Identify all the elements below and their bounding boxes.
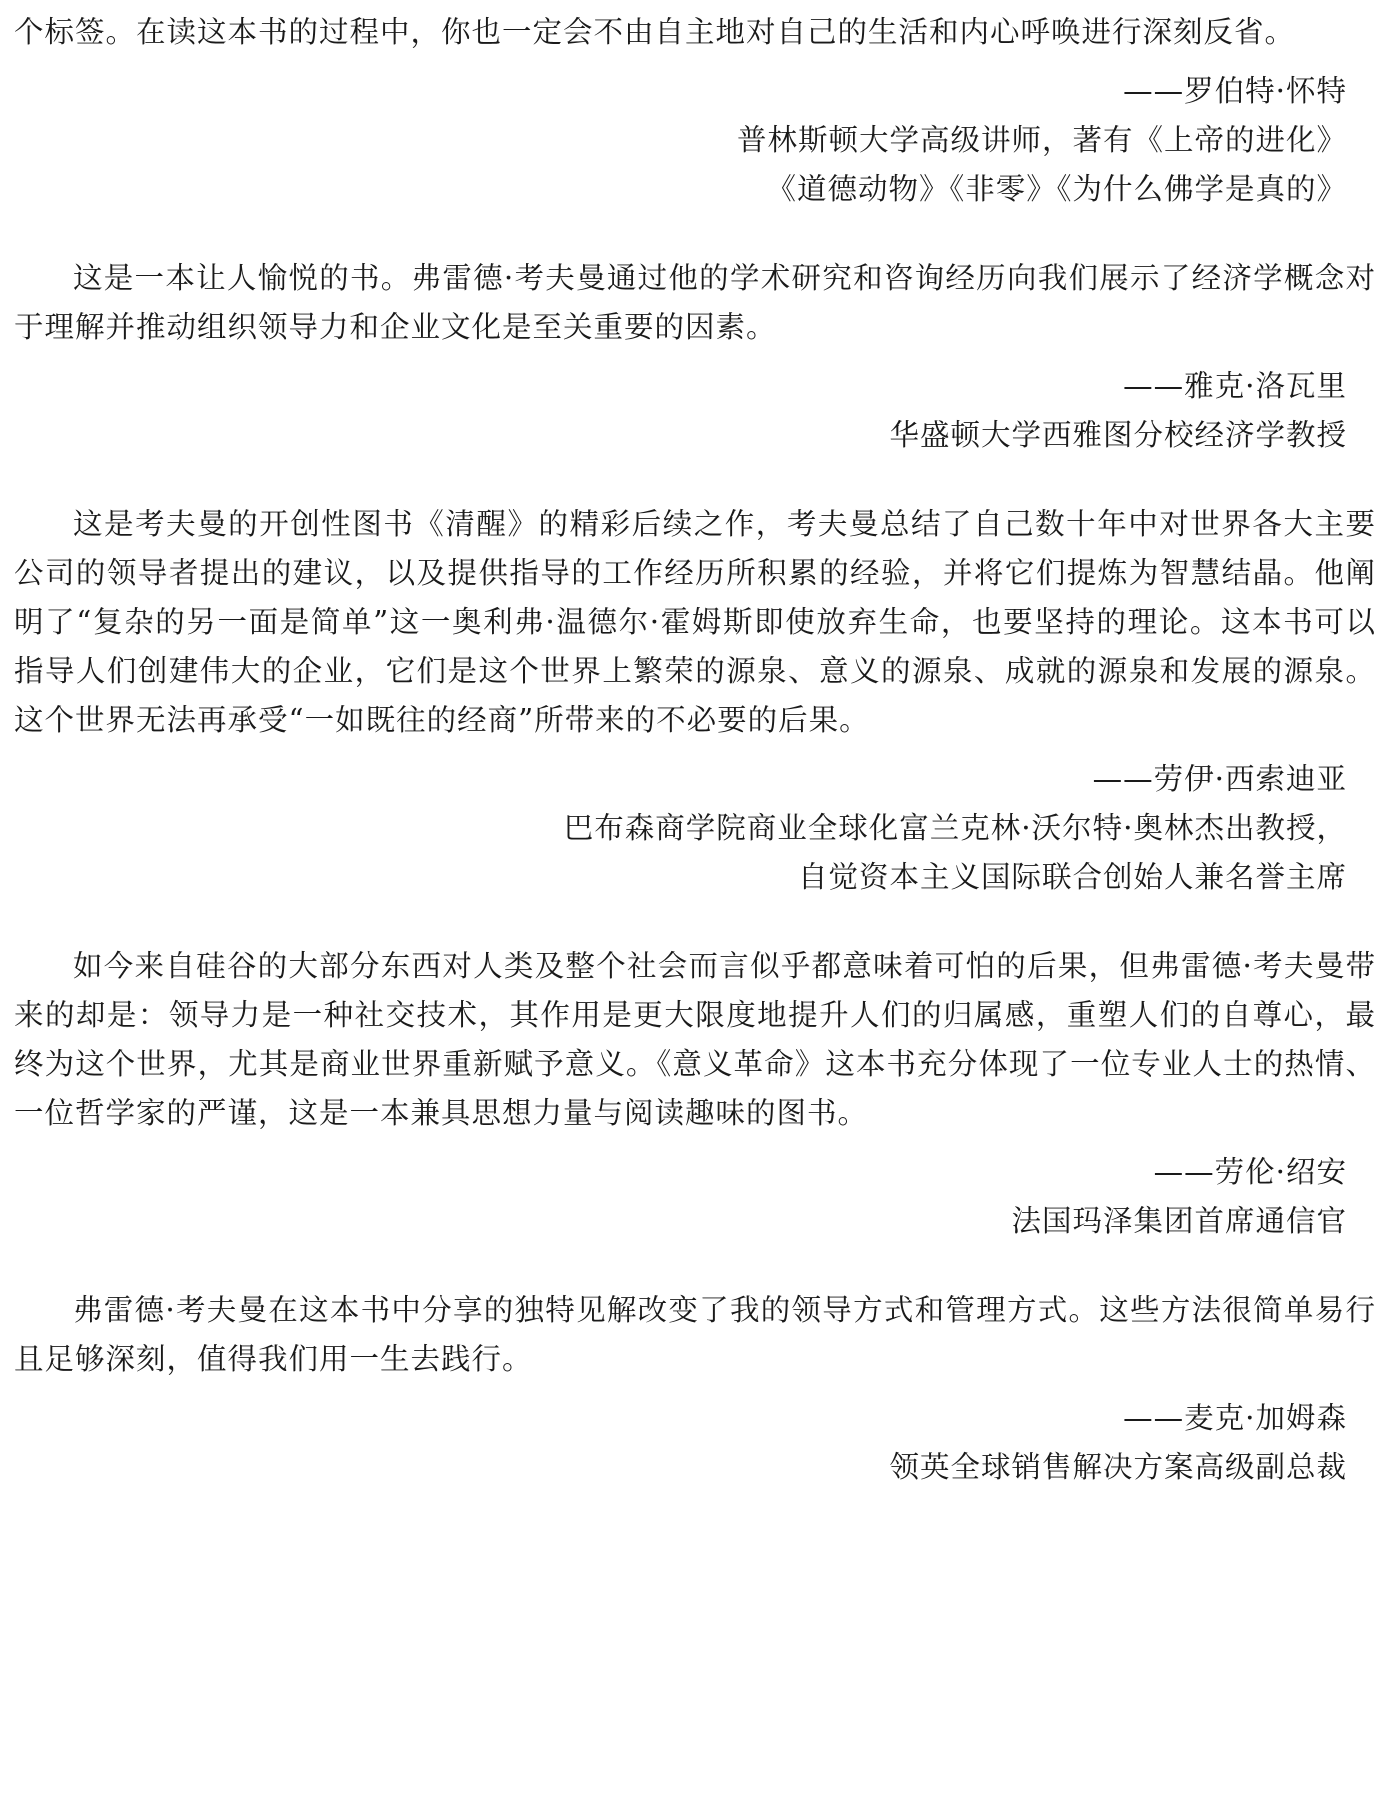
- endorsement-attribution: [14, 362, 1376, 460]
- endorsement-3: [14, 500, 1376, 902]
- endorser-name: ——麦克·加姆森: [1123, 1401, 1347, 1435]
- spacer: [14, 460, 1376, 500]
- endorsement-4: [14, 942, 1376, 1246]
- endorsement-text: 弗雷德·考夫曼在这本书中分享的独特见解改变了我的领导方式和管理方式。这些方法很简单易行且足够深刻，值得我们用一生去践行。: [14, 1293, 1376, 1376]
- endorsement-1: [14, 8, 1376, 214]
- spacer: [14, 214, 1376, 254]
- endorser-name: ——雅克·洛瓦里: [1123, 369, 1347, 403]
- endorser-title: 自觉资本主义国际联合创始人兼名誉主席: [797, 860, 1347, 894]
- endorsement-text: 如今来自硅谷的大部分东西对人类及整个社会而言似乎都意味着可怕的后果，但弗雷德·考夫曼带来的却是：领导力是一种社交技术，其作用是更大限度地提升人们的归属感，重塑人们的自尊心，最终为这个世界，尤其是商业世界重新赋予意义。《意义革命》这本书充分体现了一位专业人士的热情、一位哲学家的严谨，这是一本兼具思想力量与阅读趣味的图书。: [14, 949, 1376, 1130]
- endorsement-attribution: [14, 67, 1376, 214]
- endorser-title: 法国玛泽集团首席通信官: [1011, 1204, 1347, 1238]
- endorsement-2: [14, 254, 1376, 460]
- endorser-title: 《道德动物》《非零》《为什么佛学是真的》: [766, 172, 1347, 206]
- spacer: [14, 1246, 1376, 1286]
- endorsement-text: 这是一本让人愉悦的书。弗雷德·考夫曼通过他的学术研究和咨询经历向我们展示了经济学概念对于理解并推动组织领导力和企业文化是至关重要的因素。: [14, 261, 1376, 344]
- spacer: [14, 902, 1376, 942]
- endorsement-text: 这是考夫曼的开创性图书《清醒》的精彩后续之作，考夫曼总结了自己数十年中对世界各大主要公司的领导者提出的建议，以及提供指导的工作经历所积累的经验，并将它们提炼为智慧结晶。他阐明了“复杂的另一面是简单”这一奥利弗·温德尔·霍姆斯即使放弃生命，也要坚持的理论。这本书可以指导人们创建伟大的企业，它们是这个世界上繁荣的源泉、意义的源泉、成就的源泉和发展的源泉。这个世界无法再承受“一如既往的经商”所带来的不必要的后果。: [14, 507, 1376, 737]
- document-page: [14, 8, 1376, 1492]
- endorser-name: ——罗伯特·怀特: [1123, 74, 1347, 108]
- endorser-title: 巴布森商学院商业全球化富兰克林·沃尔特·奥林杰出教授，: [563, 811, 1347, 845]
- endorsement-text: 个标签。在读这本书的过程中，你也一定会不由自主地对自己的生活和内心呼唤进行深刻反省。: [14, 15, 1296, 49]
- endorser-title: 普林斯顿大学高级讲师，著有《上帝的进化》: [736, 123, 1347, 157]
- endorsement-attribution: [14, 755, 1376, 902]
- endorser-name: ——劳伦·绍安: [1153, 1155, 1347, 1189]
- endorsement-5: [14, 1286, 1376, 1492]
- endorser-title: 领英全球销售解决方案高级副总裁: [889, 1450, 1347, 1484]
- endorsement-attribution: [14, 1394, 1376, 1492]
- endorser-name: ——劳伊·西索迪亚: [1092, 762, 1347, 796]
- endorsement-attribution: [14, 1148, 1376, 1246]
- endorser-title: 华盛顿大学西雅图分校经济学教授: [889, 418, 1347, 452]
